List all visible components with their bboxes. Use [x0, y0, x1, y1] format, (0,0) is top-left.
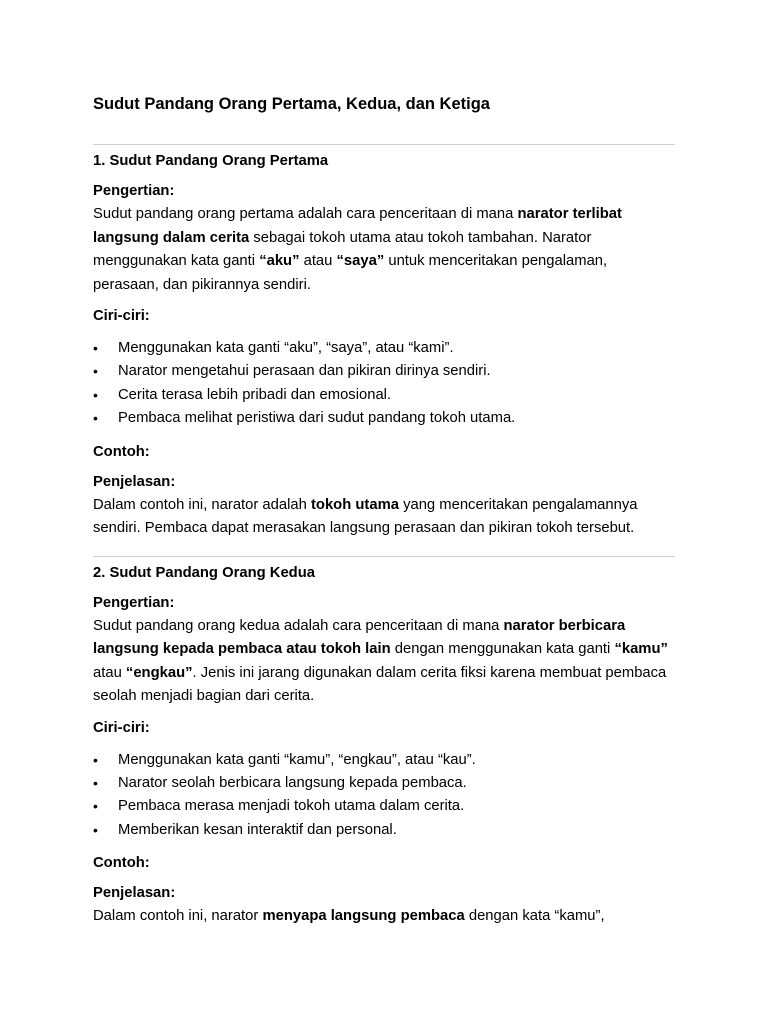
text-run: dengan menggunakan kata ganti — [390, 641, 615, 658]
list-item: • Cerita terasa lebih pribadi dan emosional. — [93, 384, 675, 407]
penjelasan-label: Penjelasan: — [93, 885, 176, 902]
text-run-bold: narator berbicara langsung kepada pembaca atau tokoh lain — [93, 617, 626, 658]
list-item: • Narator seolah berbicara langsung kepada pembaca. — [93, 772, 675, 795]
section-first-person — [93, 151, 675, 541]
list-item: • Menggunakan kata ganti “aku”, “saya”, atau “kami”. — [93, 337, 675, 360]
ciri-list — [93, 337, 675, 431]
list-item: • Pembaca merasa menjadi tokoh utama dalam cerita. — [93, 795, 675, 818]
text-run: sebagai tokoh utama atau tokoh tambahan. Narator menggunakan kata ganti — [93, 229, 592, 269]
contoh-label: Contoh: — [93, 855, 150, 872]
text-run-bold: “engkau” — [125, 664, 193, 681]
text-run: atau — [93, 664, 126, 681]
text-run: Dalam contoh ini, narator — [93, 908, 263, 925]
text-run: untuk menceritakan pengalaman, perasaan, dan pikirannya sendiri. — [93, 253, 608, 293]
ciri-label: Ciri-ciri: — [93, 719, 150, 736]
text-run-bold: narator terlibat langsung dalam cerita — [93, 206, 622, 246]
pengertian-label: Pengertian: — [93, 183, 175, 199]
text-run: . Jenis ini jarang digunakan dalam cerita fiksi karena membuat pembaca seolah menjadi bagian dari cerita. — [93, 664, 667, 705]
text-run: yang menceritakan pengalamannya sendiri. Pembaca dapat merasakan langsung perasaan dan pikiran tokoh tersebut. — [93, 496, 638, 537]
list-item: • Narator mengetahui perasaan dan pikiran dirinya sendiri. — [93, 360, 675, 383]
text-run: dengan kata “kamu”, — [464, 908, 605, 925]
text-run: Sudut pandang orang kedua adalah cara penceritaan di mana — [93, 617, 504, 634]
document-title: Sudut Pandang Orang Pertama, Kedua, dan Ketiga — [93, 95, 490, 113]
pengertian-text — [93, 203, 675, 297]
text-run: Dalam contoh ini, narator adalah — [93, 496, 311, 513]
ciri-label: Ciri-ciri: — [93, 308, 150, 324]
section-heading: 1. Sudut Pandang Orang Pertama — [93, 153, 329, 169]
text-run-bold: tokoh utama — [310, 496, 399, 513]
section-second-person — [93, 563, 675, 929]
section-heading: 2. Sudut Pandang Orang Kedua — [93, 564, 315, 581]
list-item: • Menggunakan kata ganti “kamu”, “engkau”, atau “kau”. — [93, 749, 675, 772]
text-run-bold: “aku” — [259, 253, 300, 269]
list-item: • Memberikan kesan interaktif dan personal. — [93, 819, 675, 842]
penjelasan-text — [93, 494, 675, 541]
text-run-bold: menyapa langsung pembaca — [262, 908, 465, 925]
penjelasan-label: Penjelasan: — [93, 473, 176, 490]
pengertian-label: Pengertian: — [93, 594, 175, 611]
section-divider — [93, 556, 675, 557]
list-item: • Pembaca melihat peristiwa dari sudut pandang tokoh utama. — [93, 407, 675, 430]
text-run-bold: “saya” — [336, 253, 385, 269]
penjelasan-text — [93, 905, 675, 929]
text-run: Sudut pandang orang pertama adalah cara penceritaan di mana — [93, 206, 518, 222]
pengertian-text — [93, 615, 675, 709]
ciri-list — [93, 749, 675, 843]
section-divider — [93, 144, 675, 145]
contoh-label: Contoh: — [93, 443, 150, 460]
text-run-bold: “kamu” — [614, 641, 668, 658]
text-run: atau — [299, 253, 337, 269]
